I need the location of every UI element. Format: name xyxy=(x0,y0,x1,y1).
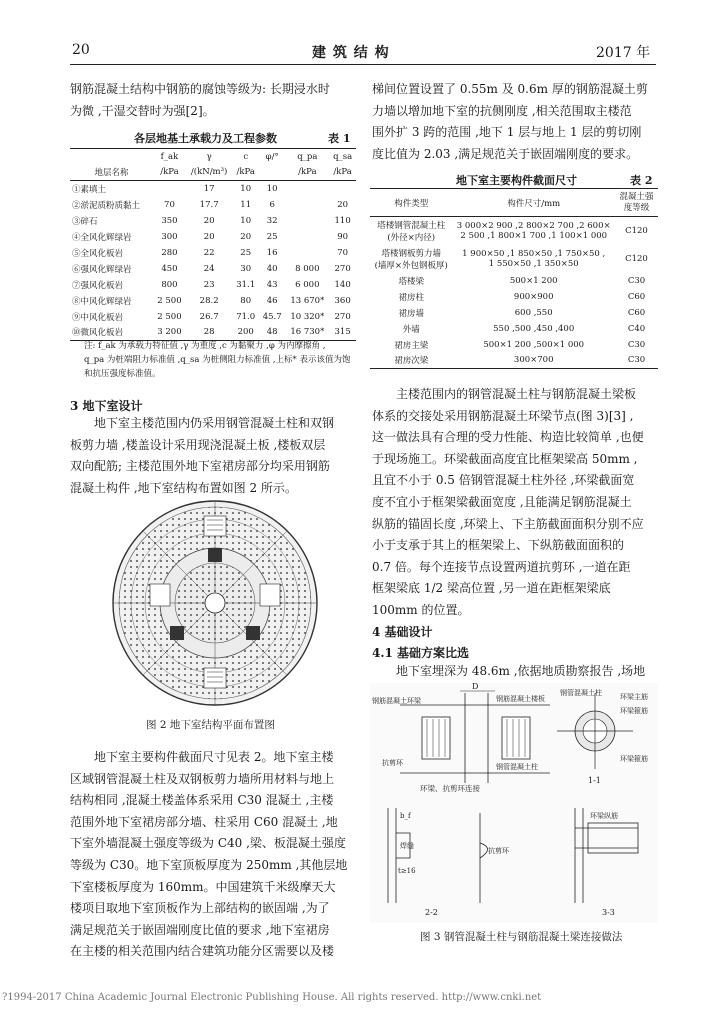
table-cell xyxy=(452,289,615,305)
table-cell: 22 xyxy=(203,247,215,258)
table-cell: 300 xyxy=(161,231,178,242)
t1-head: q_pa xyxy=(285,149,329,165)
table-cell: 28 xyxy=(186,325,233,341)
table-cell: ③碎石 xyxy=(72,216,98,227)
cell-line: (外径×内径) xyxy=(387,232,436,243)
table-cell xyxy=(285,181,329,197)
table-cell: 2 500 xyxy=(157,311,182,322)
text-line: 于现场施工。环梁截面高度宜比框架梁高 50mm , xyxy=(372,451,638,466)
cell-line: 外墙 xyxy=(402,324,420,335)
table-cell: 17.7 xyxy=(199,199,219,210)
table-cell xyxy=(452,273,615,289)
section41-heading: 4.1 基础方案比选 xyxy=(372,646,470,660)
table2-label: 表 2 xyxy=(630,174,653,187)
cell-line: 3 000×2 900 ,2 800×2 700 ,2 600× xyxy=(456,220,611,231)
table-cell: 17 xyxy=(203,183,215,194)
section3-para2 xyxy=(70,747,354,963)
t1-head: c xyxy=(232,149,258,165)
table-cell: 11 xyxy=(240,199,252,210)
table-cell: 32 xyxy=(266,215,278,226)
table-cell xyxy=(452,245,615,273)
table-cell xyxy=(452,305,615,321)
text-line: 0.7 倍。每个连接节点设置两道抗剪环 ,一道在距 xyxy=(372,559,631,574)
text-line: 钢筋混凝土结构中钢筋的腐蚀等级为: 长期浸水时 xyxy=(70,82,330,96)
journal-title: 建 筑 结 构 xyxy=(312,45,390,61)
table-row xyxy=(70,229,356,245)
table-cell: ①素填土 xyxy=(72,184,107,195)
table-cell: 24 xyxy=(203,263,215,274)
t1-head xyxy=(70,149,153,165)
table-cell: C120 xyxy=(625,253,648,264)
table-row xyxy=(370,337,658,353)
text-line: 度不宜小于框架梁截面宽度 ,且能满足钢筋混凝土 xyxy=(372,494,632,509)
t1-head: /kPa xyxy=(285,165,329,181)
table-row xyxy=(70,261,356,277)
fig3-label: 环梁箍筋 xyxy=(620,707,648,715)
table-cell: 23 xyxy=(203,279,215,290)
table1-note xyxy=(84,339,356,381)
fig3-label: 钢管混凝土柱 xyxy=(496,763,538,771)
text-line: 地下室主楼范围内仍采用钢管混凝土柱和双钢 xyxy=(94,416,335,430)
table-cell: 45.7 xyxy=(262,311,282,322)
note-line: 和抗压强度标准值。 xyxy=(84,369,161,379)
table-cell: 10 xyxy=(266,183,278,194)
table-cell: 10 xyxy=(240,183,252,194)
table-row xyxy=(370,245,658,273)
text-line: 这一做法具有合理的受力性能、构造比较简单 ,也便 xyxy=(372,430,644,445)
table-cell: 140 xyxy=(334,279,351,290)
table-cell: 40 xyxy=(266,263,278,274)
cell-line: 裙房次梁 xyxy=(394,356,429,367)
table-row xyxy=(370,217,658,245)
table-cell: 30 xyxy=(240,263,252,274)
cell-line: 塔楼梁 xyxy=(398,276,424,287)
t1-head: f_ak xyxy=(153,149,186,165)
table-cell: 70 xyxy=(164,199,175,210)
cell-line: 300×700 xyxy=(513,355,554,366)
figure3-connection-details xyxy=(370,683,658,923)
text-line: 结构相同 ,混凝土楼盖体系采用 C30 混凝土 ,主楼 xyxy=(70,793,334,808)
table-cell: 315 xyxy=(329,325,356,341)
table-cell: ⑨中风化板岩 xyxy=(72,312,124,323)
table1-label: 表 1 xyxy=(328,132,351,145)
fig3-label: 环梁纵筋 xyxy=(590,812,618,820)
text-line: 纵筋的锚固长度 ,环梁上、下主筋截面面积分别不应 xyxy=(372,516,644,531)
table-cell xyxy=(370,273,452,289)
text-line: 框架梁底 1/2 梁高位置 ,另一道在距框架梁底 xyxy=(372,581,611,596)
table-cell: 3 200 xyxy=(153,325,186,341)
fig3-label: 钢筋混凝土环梁 xyxy=(372,697,421,705)
copyright-footer: ?1994-2017 China Academic Journal Electronic Publishing House. All rights reserved. http://www.cnki.net xyxy=(2,992,542,1003)
header-rule xyxy=(70,64,656,65)
table-cell xyxy=(452,321,615,337)
table-cell: 8 000 xyxy=(295,263,320,274)
text-line: 楼项目取地下室顶板作为上部结构的嵌固端 ,为了 xyxy=(70,901,330,916)
cell-line: 550 ,500 ,450 ,400 xyxy=(493,323,575,334)
t1-head: γ xyxy=(186,149,233,165)
table-cell: 110 xyxy=(334,215,351,226)
right-mid-paragraph xyxy=(372,384,656,622)
table-cell: C60 xyxy=(627,307,646,318)
table-cell: 280 xyxy=(161,247,178,258)
table-cell: 350 xyxy=(161,215,178,226)
fig3-label: t≥16 xyxy=(398,867,416,875)
fig3-label: 钢筋混凝土楼板 xyxy=(496,695,545,703)
table-cell xyxy=(370,353,452,369)
cell-line: 1 900×50 ,1 850×50 ,1 750×50 , xyxy=(462,248,606,259)
text-line: 下室楼板厚度为 160mm。中国建筑千米级摩天大 xyxy=(70,879,336,894)
table-cell xyxy=(452,217,615,245)
text-line: 在主楼的相关范围内结合建筑功能分区需要以及楼 xyxy=(70,944,335,959)
table-cell xyxy=(329,181,356,197)
table-cell: 450 xyxy=(161,263,178,274)
fig3-label: 焊缝 xyxy=(400,842,414,850)
table-cell: 16 xyxy=(266,247,278,258)
table-cell: 270 xyxy=(334,311,351,322)
table-cell xyxy=(370,245,452,273)
table1-body xyxy=(70,181,356,341)
table-cell: ⑩微风化板岩 xyxy=(70,325,153,341)
table-row xyxy=(70,293,356,309)
note-line: 注: f_ak 为承载力特征值 ,γ 为重度 ,c 为黏聚力 ,φ 为内摩擦角 , xyxy=(84,341,326,351)
table-row xyxy=(370,353,658,369)
fig3-label: 环梁、抗剪环连接 xyxy=(420,784,480,793)
t2-head: 构件类型 xyxy=(370,189,452,217)
table-cell: C40 xyxy=(627,323,646,334)
section3-heading: 3 地下室设计 xyxy=(70,399,143,413)
table2-title: 地下室主要构件截面尺寸 xyxy=(456,174,577,187)
text-line: 力墙以增加地下室的抗侧刚度 ,相关范围取主楼范 xyxy=(372,103,632,118)
cell-line: 裙房柱 xyxy=(398,292,424,303)
table-cell: ②淤泥质粉质黏土 xyxy=(72,200,141,211)
table-cell: 70 xyxy=(337,247,349,258)
cell-line: 裙房主梁 xyxy=(394,340,429,351)
cell-line: 塔楼钢管混凝土柱 xyxy=(377,220,446,231)
section4-para xyxy=(396,661,656,683)
text-line: 等级为 C30。地下室顶板厚度为 250mm ,其他层地 xyxy=(70,857,348,872)
text-line: 区域钢管混凝土柱及双钢板剪力墙所用材料与地上 xyxy=(70,771,335,786)
table-cell: 80 xyxy=(240,295,252,306)
table-cell: 16 730* xyxy=(285,325,329,341)
cell-line: 600 ,550 xyxy=(514,307,553,318)
text-line: 满足规范关于嵌固端刚度比值的要求 ,地下室裙房 xyxy=(70,922,330,937)
text-line: 范围外地下室裙房部分墙、柱采用 C60 混凝土 ,地 xyxy=(70,814,338,829)
table-cell: 28.2 xyxy=(199,295,219,306)
cell-line: 裙房墙 xyxy=(398,308,424,319)
table-cell xyxy=(452,337,615,353)
table-cell: C30 xyxy=(615,353,658,369)
table-cell: 26.7 xyxy=(199,311,219,322)
table-cell xyxy=(285,229,329,245)
table-cell xyxy=(285,197,329,213)
table-cell xyxy=(370,321,452,337)
cell-line: 500×1 200 ,500×1 000 xyxy=(483,339,585,350)
fig3-label: 3-3 xyxy=(602,908,615,917)
table-cell: 20 xyxy=(240,231,252,242)
table-row xyxy=(70,245,356,261)
table-cell: 6 xyxy=(269,199,275,210)
table-cell xyxy=(285,245,329,261)
table-cell xyxy=(370,337,452,353)
fig3-label: 抗剪环 xyxy=(488,847,509,855)
table-row xyxy=(370,289,658,305)
cell-line: (墙厚×外包钢板厚) xyxy=(374,260,448,271)
table-cell xyxy=(452,353,615,369)
table-cell: 20 xyxy=(337,199,349,210)
table-cell xyxy=(153,181,186,197)
table-row xyxy=(370,273,658,289)
t1-head: /kPa xyxy=(329,165,356,181)
cell-line: 塔楼钢板剪力墙 xyxy=(381,248,441,259)
fig3-label: D xyxy=(472,683,479,691)
table-cell: 43 xyxy=(266,279,278,290)
table-cell: ⑧中风化辉绿岩 xyxy=(72,296,132,307)
table-cell: 31.1 xyxy=(236,279,256,290)
table-row xyxy=(70,197,356,213)
table-cell: 25 xyxy=(240,247,252,258)
t1-head: /kPa xyxy=(153,165,186,181)
table-cell: ④全风化辉绿岩 xyxy=(72,232,132,243)
text-line: 体系的交接处采用钢筋混凝土环梁节点(图 3)[3] , xyxy=(372,408,634,423)
text-line: 梯间位置设置了 0.55m 及 0.6m 厚的钢筋混凝土剪 xyxy=(372,82,648,96)
text-line: 度比值为 2.03 ,满足规范关于嵌固端刚度的要求。 xyxy=(372,146,639,161)
table-cell: 6 000 xyxy=(295,279,320,290)
section4-heading: 4 基础设计 xyxy=(372,625,433,639)
table-cell: 46 xyxy=(266,295,278,306)
table-row xyxy=(70,277,356,293)
table-cell: 13 670* xyxy=(290,295,325,306)
t1-head: /(kN/m³) xyxy=(186,165,233,181)
table1-title: 各层地基土承载力及工程参数 xyxy=(134,132,277,145)
table-cell: ⑥强风化辉绿岩 xyxy=(72,264,132,275)
table-cell: 10 xyxy=(240,215,252,226)
table-cell: 360 xyxy=(334,295,351,306)
table-cell: 200 xyxy=(232,325,258,341)
fig3-label: 钢管混凝土柱 xyxy=(560,689,602,697)
table-cell: 800 xyxy=(161,279,178,290)
fig3-label: 环梁主筋 xyxy=(620,693,648,701)
text-line: 下室外墙混凝土强度等级为 C40 ,梁、板混凝土强度 xyxy=(70,836,346,851)
fig3-label: 1-1 xyxy=(588,776,601,785)
fig3-label: 2-2 xyxy=(425,908,438,917)
table-cell: 48 xyxy=(259,325,285,341)
text-line: 为微 ,干湿交替时为强[2]。 xyxy=(70,103,215,118)
t1-head xyxy=(259,165,285,181)
table-cell xyxy=(285,213,329,229)
text-line: 且宜不小于 0.5 倍钢管混凝土柱外径 ,环梁截面宽 xyxy=(372,473,635,488)
table-cell xyxy=(370,217,452,245)
table-row xyxy=(370,321,658,337)
table-cell: C120 xyxy=(625,225,648,236)
fig3-label: b_f xyxy=(400,812,411,820)
table-row xyxy=(370,305,658,321)
text-line: 主楼范围内的钢管混凝土柱与钢筋混凝土梁板 xyxy=(396,387,637,401)
note-line: q_pa 为桩端阻力标准值 ,q_sa 为桩侧阻力标准值 ,上标* 表示该值为饱 xyxy=(84,355,351,365)
t1-head: /kPa xyxy=(232,165,258,181)
text-line: 混凝土构件 ,地下室结构布置如图 2 所示。 xyxy=(70,480,297,495)
table-cell: 270 xyxy=(334,263,351,274)
fig3-label: 抗剪环 xyxy=(382,759,403,767)
table-cell: C30 xyxy=(627,339,646,350)
left-intro-paragraph xyxy=(70,79,354,122)
section3-para1 xyxy=(70,413,354,499)
table-cell: 71.0 xyxy=(236,311,256,322)
journal-year: 2017 年 xyxy=(596,45,651,61)
cell-line: 500×1 200 xyxy=(509,275,558,286)
fig3-label: 环梁箍筋 xyxy=(620,755,648,763)
t2-head: 混凝土强度等级 xyxy=(615,189,658,217)
table-row xyxy=(70,213,356,229)
table1 xyxy=(70,148,356,341)
table-cell: 20 xyxy=(203,231,215,242)
text-line: 围外扩 3 跨的范围 ,地下 1 层与地上 1 层的剪切刚 xyxy=(372,125,642,140)
table-cell: 2 500 xyxy=(157,295,182,306)
table-cell: 10 320* xyxy=(290,311,325,322)
text-line: 板剪力墙 ,楼盖设计采用现浇混凝土板 ,楼板双层 xyxy=(70,437,326,452)
figure2-caption: 图 2 地下室结构平面布置图 xyxy=(146,719,275,731)
text-line: 地下室埋深为 48.6m ,依据地质勘察报告 ,场地 xyxy=(396,664,646,678)
page-number: 20 xyxy=(72,42,90,58)
t1-head: φ/° xyxy=(259,149,285,165)
table-cell xyxy=(370,289,452,305)
table-cell: 90 xyxy=(337,231,349,242)
table2-body xyxy=(370,217,658,369)
text-line: 小于支承于其上的框架梁上、下纵筋截面面积的 xyxy=(372,538,625,553)
t1-head: q_sa xyxy=(329,149,356,165)
table-cell: 20 xyxy=(203,215,215,226)
table2 xyxy=(370,188,658,369)
table-cell xyxy=(370,305,452,321)
right-intro-paragraph xyxy=(372,79,656,165)
table-row xyxy=(70,309,356,325)
cell-line: 2 500 ,1 800×1 700 ,1 100×1 000 xyxy=(460,230,608,241)
text-line: 地下室主要构件截面尺寸见表 2。地下室主楼 xyxy=(94,750,334,764)
table-row xyxy=(70,181,356,197)
cell-line: 1 550×50 ,1 350×50 xyxy=(488,258,579,269)
figure2-floor-plan xyxy=(110,498,320,708)
table-cell: C30 xyxy=(627,275,646,286)
table-cell: 25 xyxy=(266,231,278,242)
table-cell: C60 xyxy=(627,291,646,302)
t1-head: 地层名称 xyxy=(70,165,153,181)
table-cell: ⑤全风化板岩 xyxy=(72,248,124,259)
table-cell: ⑦强风化板岩 xyxy=(72,280,124,291)
text-line: 双向配筋; 主楼范围外地下室裙房部分均采用钢筋 xyxy=(70,459,330,474)
t2-head: 构件尺寸/mm xyxy=(452,189,615,217)
text-line: 100mm 的位置。 xyxy=(372,602,470,617)
figure3-caption: 图 3 钢管混凝土柱与钢筋混凝土梁连接做法 xyxy=(420,931,623,943)
cell-line: 900×900 xyxy=(513,291,554,302)
